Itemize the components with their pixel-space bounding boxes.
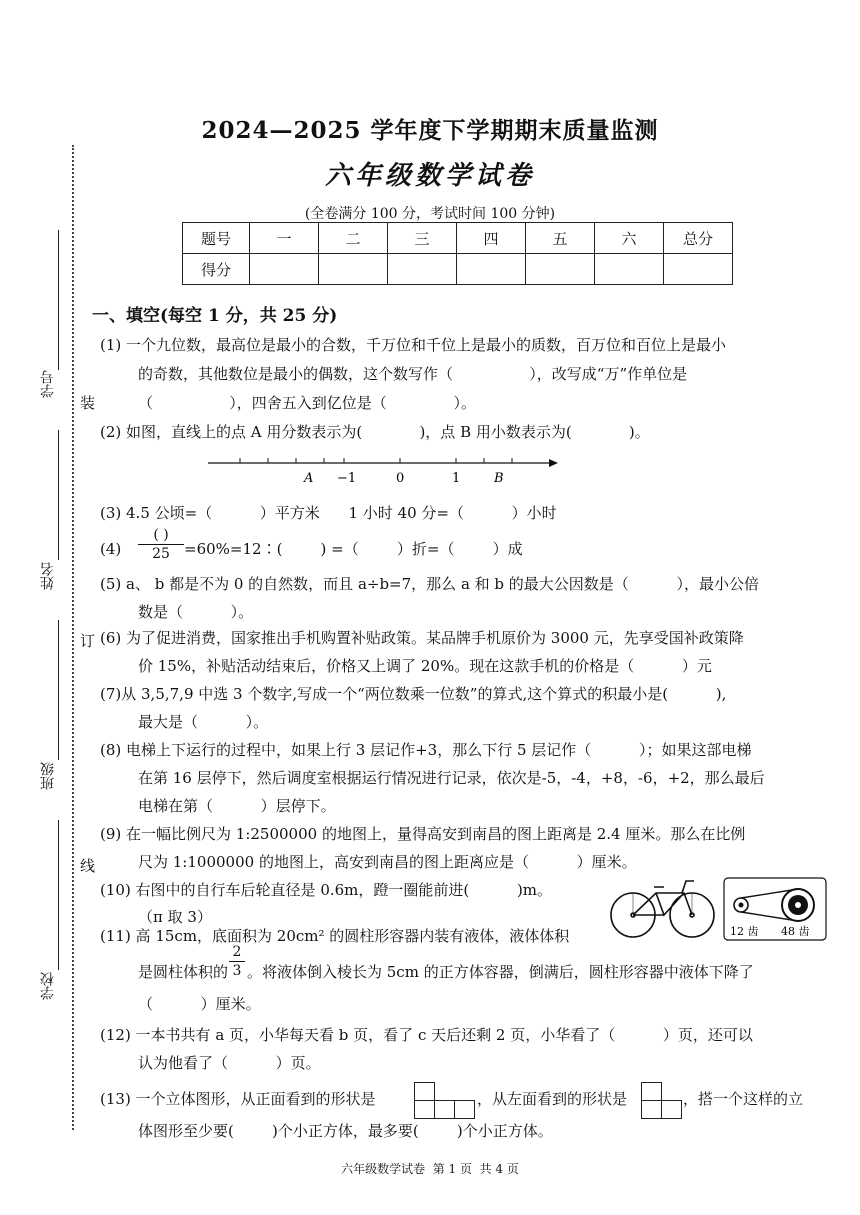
question-10-line-1: (10) 右图中的自行车后轮直径是 0.6m，蹬一圈能前进( )m。 xyxy=(100,881,553,899)
section-1-title: 一、填空(每空 1 分，共 25 分) xyxy=(92,306,338,326)
binding-word-zhuang: 装 xyxy=(80,394,96,412)
score-cell[interactable] xyxy=(457,254,526,285)
exam-title: 2024—2025 学年度下学期期末质量监测 xyxy=(201,117,659,144)
question-5-line-1: (5) a、 b 都是不为 0 的自然数，而且 a÷b=7，那么 a 和 b 的最大公因数是（ ），最小公倍 xyxy=(100,575,759,593)
question-9-line-1: (9) 在一幅比例尺为 1:2500000 的地图上，量得高安到南昌的图上距离是 2.4 厘米。那么在比例 xyxy=(100,825,746,843)
score-table-header-cell: 二 xyxy=(319,223,388,254)
bicycle-icon xyxy=(611,881,714,937)
score-table-header-row xyxy=(183,223,733,254)
question-13-line-2: 体图形至少要( )个小正方体，最多要( )个小正方体。 xyxy=(138,1122,553,1140)
question-1-line-2: 的奇数，其他数位是最小的偶数，这个数写作（ ），改写成“万”作单位是 xyxy=(138,365,688,383)
question-9-line-2: 尺为 1:1000000 的地图上，高安到南昌的图上距离应是（ ）厘米。 xyxy=(138,853,637,871)
question-12-line-1: (12) 一本书共有 a 页，小华每天看 b 页，看了 c 天后还剩 2 页，小华看了（ ）页，还可以 xyxy=(100,1026,753,1044)
number-line-label-neg1: −1 xyxy=(337,471,357,486)
question-13-line-1c: ，搭一个这样的立 xyxy=(683,1090,804,1108)
number-line-label-1: 1 xyxy=(452,471,461,486)
class-label: 班级 xyxy=(40,762,56,790)
school-label: 学校 xyxy=(40,972,56,1000)
question-5-line-2: 数是（ ）。 xyxy=(138,603,254,621)
question-11-line-2b: 。将液体倒入棱长为 5cm 的正方体容器，倒满后，圆柱形容器中液体下降了 xyxy=(247,963,754,981)
question-2-line-1: (2) 如图，直线上的点 A 用分数表示为( )，点 B 用小数表示为( )。 xyxy=(100,423,650,441)
number-line-arrow xyxy=(549,459,558,467)
class-line[interactable] xyxy=(58,620,59,760)
score-table-header-cell: 题号 xyxy=(183,223,250,254)
number-line xyxy=(208,450,558,490)
number-line-ticks xyxy=(240,458,512,463)
question-8-line-2: 在第 16 层停下，然后调度室根据运行情况进行记录，依次是-5，-4，+8，-6，+2，那么最后 xyxy=(138,769,765,787)
score-table-header-cell: 三 xyxy=(388,223,457,254)
bicycle-figure xyxy=(606,873,828,943)
question-1-line-1: (1) 一个九位数，最高位是最小的合数，千万位和千位上是最小的质数，百万位和百位上是最小 xyxy=(100,336,727,354)
name-line[interactable] xyxy=(58,430,59,560)
question-4-fraction xyxy=(138,526,184,563)
question-8-line-1: (8) 电梯上下运行的过程中，如果上行 3 层记作+3，那么下行 5 层记作（ ）；如果这部电梯 xyxy=(100,741,752,759)
binding-word-xian: 线 xyxy=(80,857,96,875)
score-table-header-cell: 四 xyxy=(457,223,526,254)
question-13-line-1a: (13) 一个立体图形，从正面看到的形状是 xyxy=(100,1090,376,1108)
student-id-line[interactable] xyxy=(58,230,59,370)
question-11-line-1: (11) 高 15cm，底面积为 20cm² 的圆柱形容器内装有液体，液体体积 xyxy=(100,927,570,945)
question-7-line-2: 最大是（ ）。 xyxy=(138,713,269,731)
number-line-label-a: A xyxy=(304,471,314,486)
question-6-line-2: 价 15%，补贴活动结束后，价格又上调了 20%。现在这款手机的价格是（ ）元 xyxy=(138,657,712,675)
score-table xyxy=(182,222,733,285)
number-line-label-b: B xyxy=(494,471,504,486)
cube-square xyxy=(414,1082,435,1101)
score-cell[interactable] xyxy=(664,254,733,285)
question-3-line-1: (3) 4.5 公顷=（ ）平方米 1 小时 40 分=（ ）小时 xyxy=(100,504,557,522)
question-4-prefix: (4) xyxy=(100,540,122,558)
score-table-score-row xyxy=(183,254,733,285)
score-row-label: 得分 xyxy=(183,254,250,285)
gear-diagram xyxy=(724,878,826,940)
binding-word-ding: 订 xyxy=(80,632,96,650)
cube-square xyxy=(641,1082,662,1101)
question-4-rest: =60%=12∶( ) =（ ）折=（ ）成 xyxy=(184,540,523,558)
question-1-line-3: （ ），四舍五入到亿位是（ ）。 xyxy=(138,394,477,412)
question-11-line-3: （ ）厘米。 xyxy=(138,995,261,1013)
question-10-line-2: （π 取 3） xyxy=(138,908,212,926)
exam-note: (全卷满分 100 分，考试时间 100 分钟) xyxy=(304,206,556,222)
score-table-header-cell: 六 xyxy=(595,223,664,254)
question-4-fraction-numerator[interactable]: ( ) xyxy=(138,526,184,545)
name-label: 姓名 xyxy=(40,562,56,590)
score-table-header-cell: 五 xyxy=(526,223,595,254)
score-cell[interactable] xyxy=(526,254,595,285)
question-6-line-1: (6) 为了促进消费，国家推出手机购置补贴政策。某品牌手机原价为 3000 元，先享受国补政策降 xyxy=(100,629,744,647)
page-footer: 六年级数学试卷 第 1 页 共 4 页 xyxy=(341,1162,519,1176)
question-11-line-2a: 是圆柱体积的 xyxy=(138,963,229,981)
score-cell[interactable] xyxy=(595,254,664,285)
binding-dotted-line xyxy=(72,145,74,1130)
question-4-fraction-denominator: 25 xyxy=(152,546,170,562)
large-gear-label: 48 齿 xyxy=(781,925,810,938)
question-12-line-2: 认为他看了（ ）页。 xyxy=(138,1054,321,1072)
score-cell[interactable] xyxy=(388,254,457,285)
score-table-header-cell: 一 xyxy=(250,223,319,254)
question-13-line-1b: ，从左面看到的形状是 xyxy=(477,1090,628,1108)
chain-top xyxy=(741,889,798,898)
student-id-label: 学号 xyxy=(40,370,56,398)
small-gear-label: 12 齿 xyxy=(730,925,759,938)
question-11-fraction-numerator: 2 xyxy=(229,943,245,962)
school-line[interactable] xyxy=(58,820,59,970)
question-7-line-1: (7)从 3,5,7,9 中选 3 个数字,写成一个“两位数乘一位数”的算式,这个算式的积最小是( ), xyxy=(100,685,727,703)
chain-bottom xyxy=(741,912,798,921)
number-line-label-0: 0 xyxy=(396,471,405,486)
question-11-fraction-denominator: 3 xyxy=(232,963,242,979)
exam-subtitle: 六年级数学试卷 xyxy=(324,161,535,191)
score-table-header-cell: 总分 xyxy=(664,223,733,254)
score-cell[interactable] xyxy=(250,254,319,285)
question-11-fraction xyxy=(229,943,245,980)
question-8-line-3: 电梯在第（ ）层停下。 xyxy=(138,797,336,815)
score-cell[interactable] xyxy=(319,254,388,285)
